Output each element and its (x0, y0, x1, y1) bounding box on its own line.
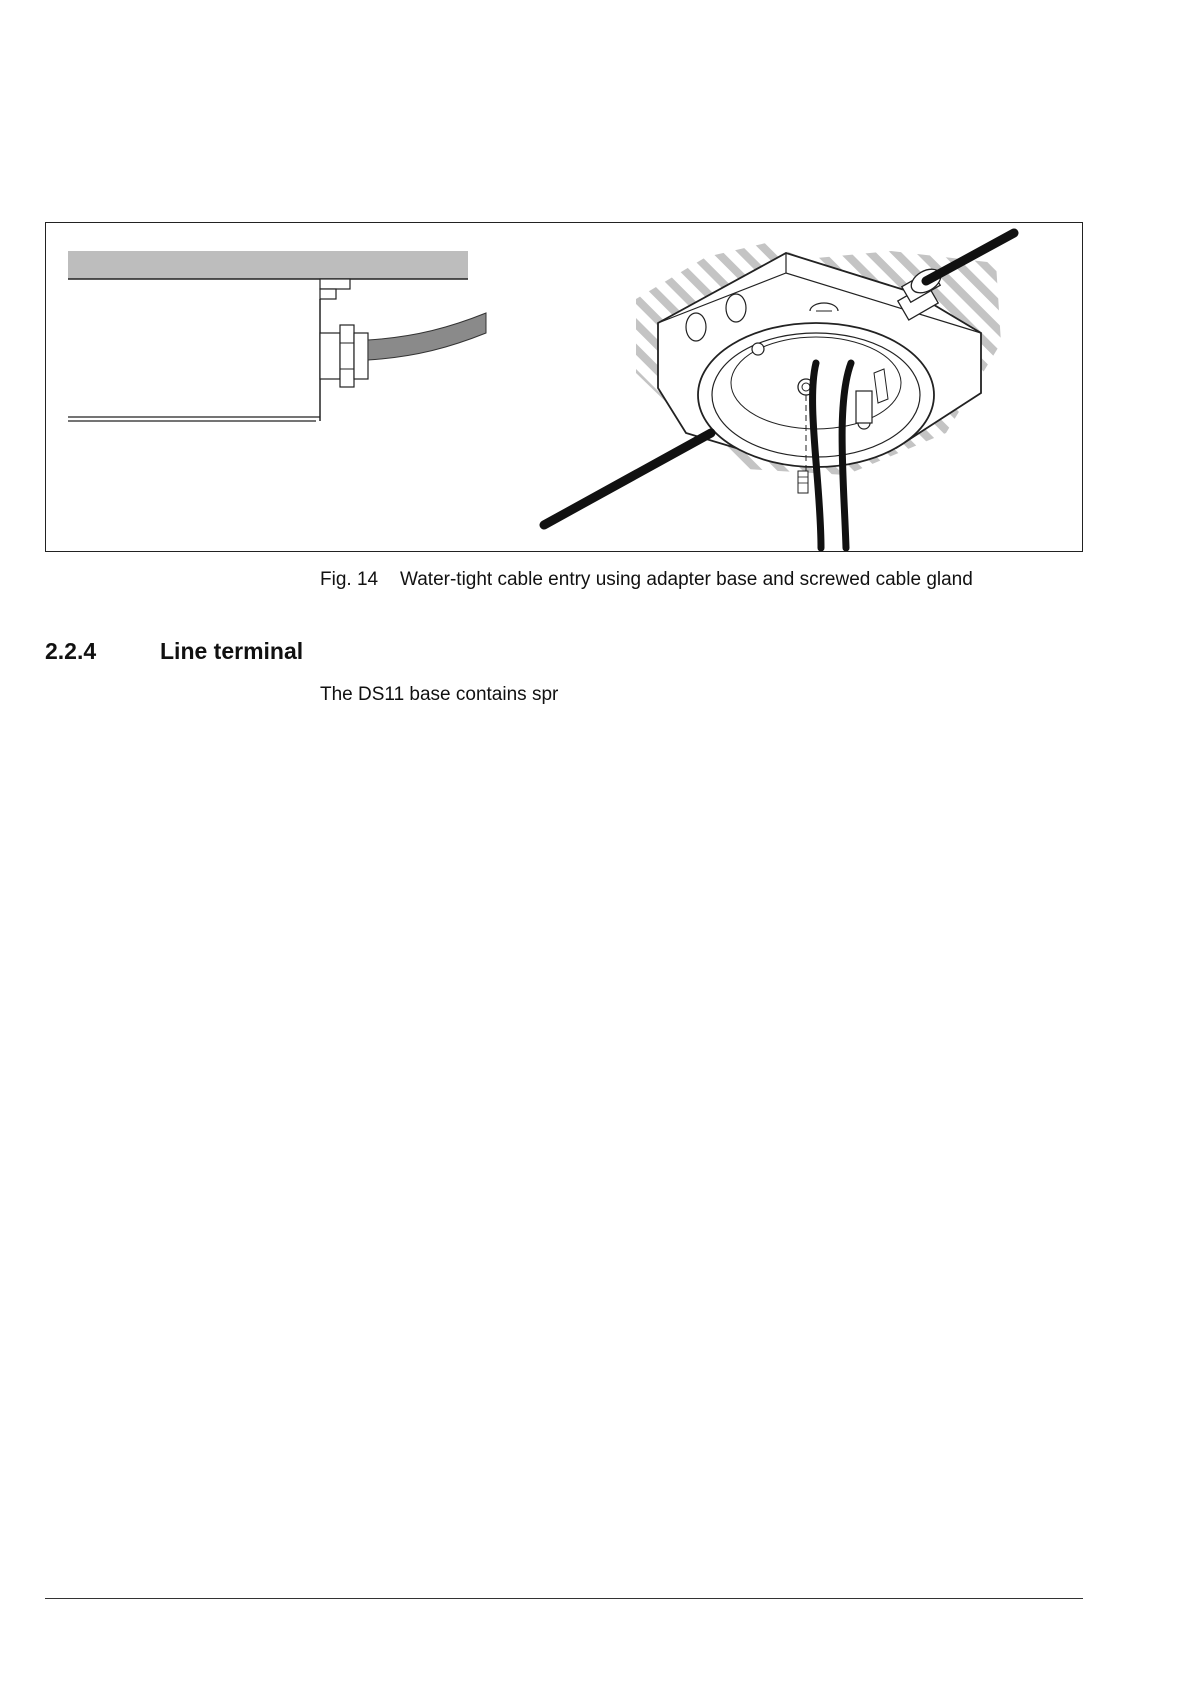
figure-caption (320, 569, 973, 591)
body-paragraph: The DS11 base contains spr (320, 684, 559, 705)
section-number: 2.2.4 (45, 638, 97, 664)
section-heading: Line terminal (160, 638, 304, 664)
figure-14-drawing (45, 222, 1083, 552)
figure-caption-text: Water-tight cable entry using adapter base and screwed cable gland (400, 569, 973, 590)
figure-caption-number: Fig. 14 (320, 569, 379, 590)
footer-divider (45, 1598, 1083, 1599)
side-view-illustration (68, 251, 486, 421)
adapter-base-illustration (544, 233, 1014, 548)
